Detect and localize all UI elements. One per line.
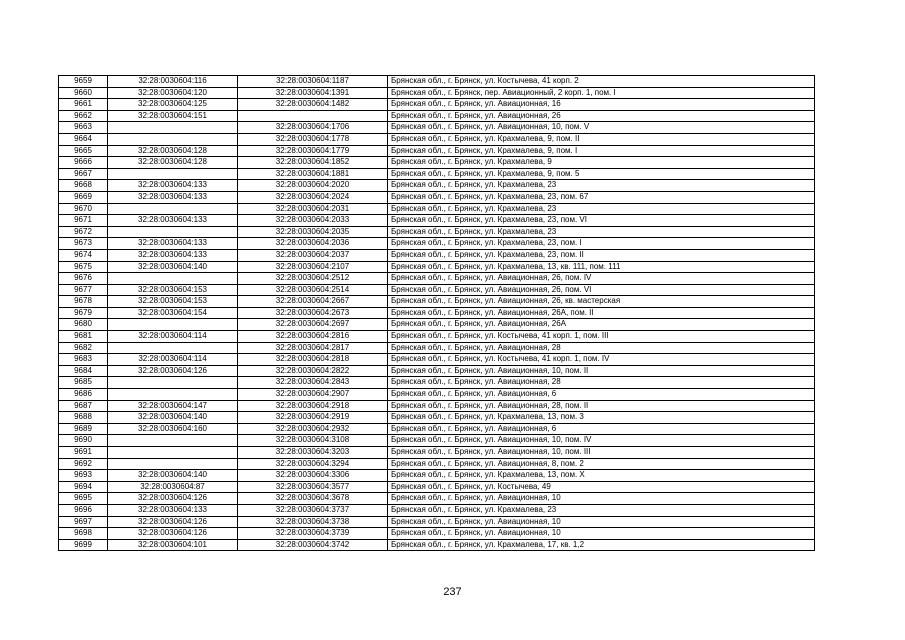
- cadastral-number-cell: 32:28:0030604:2036: [238, 238, 388, 250]
- row-number-cell: 9664: [59, 133, 108, 145]
- quarter-number-cell: 32:28:0030604:140: [108, 261, 238, 273]
- cadastral-number-cell: 32:28:0030604:2919: [238, 412, 388, 424]
- quarter-number-cell: 32:28:0030604:133: [108, 238, 238, 250]
- cadastral-number-cell: 32:28:0030604:1482: [238, 99, 388, 111]
- cadastral-number-cell: 32:28:0030604:1778: [238, 133, 388, 145]
- row-number-cell: 9684: [59, 365, 108, 377]
- quarter-number-cell: 32:28:0030604:153: [108, 296, 238, 308]
- quarter-number-cell: 32:28:0030604:151: [108, 110, 238, 122]
- table-row: [59, 539, 815, 551]
- address-cell: Брянская обл., г. Брянск, ул. Крахмалева, 23: [388, 504, 815, 516]
- cadastral-number-cell: 32:28:0030604:3678: [238, 493, 388, 505]
- address-cell: Брянская обл., г. Брянск, ул. Костычева, 49: [388, 481, 815, 493]
- address-cell: Брянская обл., г. Брянск, ул. Крахмалева, 9: [388, 157, 815, 169]
- quarter-number-cell: [108, 203, 238, 215]
- cadastral-number-cell: 32:28:0030604:2035: [238, 226, 388, 238]
- row-number-cell: 9669: [59, 191, 108, 203]
- cadastral-number-cell: 32:28:0030604:2907: [238, 389, 388, 401]
- address-cell: Брянская обл., г. Брянск, ул. Авиационная, 10, пом. V: [388, 122, 815, 134]
- cadastral-number-cell: 32:28:0030604:3577: [238, 481, 388, 493]
- row-number-cell: 9674: [59, 249, 108, 261]
- address-cell: Брянская обл., г. Брянск, ул. Авиационная, 26: [388, 110, 815, 122]
- quarter-number-cell: 32:28:0030604:126: [108, 365, 238, 377]
- address-cell: Брянская обл., г. Брянск, ул. Авиационная, 26, кв. мастерская: [388, 296, 815, 308]
- address-cell: Брянская обл., г. Брянск, ул. Крахмалева, 13, пом. X: [388, 470, 815, 482]
- address-cell: Брянская обл., г. Брянск, ул. Костычева, 41 корп. 1, пом. IV: [388, 354, 815, 366]
- cadastral-number-cell: 32:28:0030604:2514: [238, 284, 388, 296]
- cadastral-number-cell: 32:28:0030604:1779: [238, 145, 388, 157]
- address-cell: Брянская обл., г. Брянск, ул. Крахмалева, 23, пом. 67: [388, 191, 815, 203]
- table-row: [59, 215, 815, 227]
- address-cell: Брянская обл., г. Брянск, ул. Авиационная, 28: [388, 342, 815, 354]
- cadastral-number-cell: 32:28:0030604:1187: [238, 76, 388, 88]
- table-row: [59, 389, 815, 401]
- quarter-number-cell: 32:28:0030604:140: [108, 470, 238, 482]
- address-cell: Брянская обл., г. Брянск, ул. Авиационная, 26А: [388, 319, 815, 331]
- row-number-cell: 9662: [59, 110, 108, 122]
- quarter-number-cell: 32:28:0030604:101: [108, 539, 238, 551]
- quarter-number-cell: 32:28:0030604:133: [108, 215, 238, 227]
- table-row: [59, 133, 815, 145]
- address-cell: Брянская обл., г. Брянск, ул. Авиационная, 28: [388, 377, 815, 389]
- table-row: [59, 238, 815, 250]
- address-cell: Брянская обл., г. Брянск, ул. Крахмалева, 17, кв. 1,2: [388, 539, 815, 551]
- table-row: [59, 168, 815, 180]
- quarter-number-cell: 32:28:0030604:125: [108, 99, 238, 111]
- cadastral-number-cell: 32:28:0030604:2024: [238, 191, 388, 203]
- row-number-cell: 9677: [59, 284, 108, 296]
- table-row: [59, 400, 815, 412]
- quarter-number-cell: 32:28:0030604:133: [108, 504, 238, 516]
- cadastral-number-cell: 32:28:0030604:2667: [238, 296, 388, 308]
- quarter-number-cell: 32:28:0030604:160: [108, 423, 238, 435]
- cadastral-number-cell: [238, 110, 388, 122]
- cadastral-number-cell: 32:28:0030604:2816: [238, 331, 388, 343]
- table-row: [59, 296, 815, 308]
- cadastral-number-cell: 32:28:0030604:1881: [238, 168, 388, 180]
- row-number-cell: 9665: [59, 145, 108, 157]
- table-row: [59, 412, 815, 424]
- address-cell: Брянская обл., г. Брянск, ул. Авиационная, 28, пом. II: [388, 400, 815, 412]
- row-number-cell: 9666: [59, 157, 108, 169]
- quarter-number-cell: [108, 319, 238, 331]
- quarter-number-cell: 32:28:0030604:114: [108, 354, 238, 366]
- quarter-number-cell: 32:28:0030604:133: [108, 180, 238, 192]
- quarter-number-cell: [108, 389, 238, 401]
- page-number: 237: [443, 586, 462, 598]
- row-number-cell: 9680: [59, 319, 108, 331]
- row-number-cell: 9673: [59, 238, 108, 250]
- cadastral-number-cell: 32:28:0030604:2918: [238, 400, 388, 412]
- quarter-number-cell: 32:28:0030604:120: [108, 87, 238, 99]
- row-number-cell: 9696: [59, 504, 108, 516]
- address-cell: Брянская обл., г. Брянск, ул. Авиационная, 10: [388, 516, 815, 528]
- cadastral-number-cell: 32:28:0030604:3737: [238, 504, 388, 516]
- quarter-number-cell: 32:28:0030604:87: [108, 481, 238, 493]
- cadastral-number-cell: 32:28:0030604:1852: [238, 157, 388, 169]
- quarter-number-cell: [108, 122, 238, 134]
- address-cell: Брянская обл., г. Брянск, ул. Авиационная, 10: [388, 528, 815, 540]
- address-cell: Брянская обл., г. Брянск, ул. Крахмалева, 23: [388, 226, 815, 238]
- quarter-number-cell: [108, 377, 238, 389]
- address-cell: Брянская обл., г. Брянск, ул. Крахмалева, 13, кв. 111, пом. 111: [388, 261, 815, 273]
- table-row: [59, 273, 815, 285]
- table-row: [59, 99, 815, 111]
- address-cell: Брянская обл., г. Брянск, ул. Авиационная, 10, пом. IV: [388, 435, 815, 447]
- address-cell: Брянская обл., г. Брянск, ул. Крахмалева, 9, пом. II: [388, 133, 815, 145]
- table-row: [59, 493, 815, 505]
- cadastral-number-cell: 32:28:0030604:2817: [238, 342, 388, 354]
- row-number-cell: 9667: [59, 168, 108, 180]
- quarter-number-cell: 32:28:0030604:133: [108, 191, 238, 203]
- row-number-cell: 9671: [59, 215, 108, 227]
- row-number-cell: 9689: [59, 423, 108, 435]
- quarter-number-cell: 32:28:0030604:153: [108, 284, 238, 296]
- address-cell: Брянская обл., г. Брянск, ул. Костычева, 41 корп. 2: [388, 76, 815, 88]
- quarter-number-cell: [108, 435, 238, 447]
- row-number-cell: 9676: [59, 273, 108, 285]
- table-row: [59, 307, 815, 319]
- table-row: [59, 87, 815, 99]
- quarter-number-cell: 32:28:0030604:154: [108, 307, 238, 319]
- table-row: [59, 354, 815, 366]
- table-row: [59, 504, 815, 516]
- table-row: [59, 447, 815, 459]
- row-number-cell: 9678: [59, 296, 108, 308]
- cadastral-number-cell: 32:28:0030604:3739: [238, 528, 388, 540]
- cadastral-number-cell: 32:28:0030604:2843: [238, 377, 388, 389]
- row-number-cell: 9660: [59, 87, 108, 99]
- address-cell: Брянская обл., г. Брянск, ул. Авиационная, 26, пом. VI: [388, 284, 815, 296]
- address-cell: Брянская обл., г. Брянск, ул. Авиационная, 8, пом. 2: [388, 458, 815, 470]
- table-row: [59, 203, 815, 215]
- row-number-cell: 9697: [59, 516, 108, 528]
- row-number-cell: 9693: [59, 470, 108, 482]
- address-cell: Брянская обл., г. Брянск, ул. Крахмалева, 9, пом. 5: [388, 168, 815, 180]
- table-row: [59, 226, 815, 238]
- quarter-number-cell: [108, 273, 238, 285]
- table-row: [59, 110, 815, 122]
- row-number-cell: 9679: [59, 307, 108, 319]
- quarter-number-cell: [108, 133, 238, 145]
- cadastral-number-cell: 32:28:0030604:3738: [238, 516, 388, 528]
- row-number-cell: 9659: [59, 76, 108, 88]
- table-row: [59, 331, 815, 343]
- table-row: [59, 435, 815, 447]
- cadastral-number-cell: 32:28:0030604:2932: [238, 423, 388, 435]
- row-number-cell: 9682: [59, 342, 108, 354]
- quarter-number-cell: 32:28:0030604:126: [108, 528, 238, 540]
- cadastral-number-cell: 32:28:0030604:3108: [238, 435, 388, 447]
- address-cell: Брянская обл., г. Брянск, ул. Авиационная, 10, пом. II: [388, 365, 815, 377]
- table-row: [59, 157, 815, 169]
- table-row: [59, 342, 815, 354]
- row-number-cell: 9686: [59, 389, 108, 401]
- row-number-cell: 9691: [59, 447, 108, 459]
- cadastral-number-cell: 32:28:0030604:3203: [238, 447, 388, 459]
- table-row: [59, 76, 815, 88]
- table-row: [59, 470, 815, 482]
- table-row: [59, 122, 815, 134]
- row-number-cell: 9675: [59, 261, 108, 273]
- cadastral-number-cell: 32:28:0030604:2031: [238, 203, 388, 215]
- row-number-cell: 9698: [59, 528, 108, 540]
- quarter-number-cell: [108, 168, 238, 180]
- quarter-number-cell: [108, 226, 238, 238]
- table-row: [59, 377, 815, 389]
- quarter-number-cell: 32:28:0030604:128: [108, 157, 238, 169]
- quarter-number-cell: [108, 447, 238, 459]
- row-number-cell: 9681: [59, 331, 108, 343]
- quarter-number-cell: 32:28:0030604:128: [108, 145, 238, 157]
- cadastral-number-cell: 32:28:0030604:2037: [238, 249, 388, 261]
- row-number-cell: 9699: [59, 539, 108, 551]
- row-number-cell: 9692: [59, 458, 108, 470]
- row-number-cell: 9661: [59, 99, 108, 111]
- table-row: [59, 423, 815, 435]
- cadastral-number-cell: 32:28:0030604:2107: [238, 261, 388, 273]
- row-number-cell: 9688: [59, 412, 108, 424]
- cadastral-number-cell: 32:28:0030604:2818: [238, 354, 388, 366]
- address-cell: Брянская обл., г. Брянск, ул. Крахмалева, 23: [388, 180, 815, 192]
- quarter-number-cell: [108, 342, 238, 354]
- cadastral-number-cell: 32:28:0030604:1706: [238, 122, 388, 134]
- table-row: [59, 284, 815, 296]
- table-row: [59, 261, 815, 273]
- row-number-cell: 9687: [59, 400, 108, 412]
- address-cell: Брянская обл., г. Брянск, ул. Авиационная, 6: [388, 423, 815, 435]
- address-cell: Брянская обл., г. Брянск, ул. Крахмалева, 13, пом. 3: [388, 412, 815, 424]
- quarter-number-cell: 32:28:0030604:133: [108, 249, 238, 261]
- address-cell: Брянская обл., г. Брянск, ул. Авиационная, 10: [388, 493, 815, 505]
- row-number-cell: 9683: [59, 354, 108, 366]
- address-cell: Брянская обл., г. Брянск, ул. Крахмалева, 23, пом. I: [388, 238, 815, 250]
- cadastral-number-cell: 32:28:0030604:2822: [238, 365, 388, 377]
- table-row: [59, 481, 815, 493]
- table-row: [59, 191, 815, 203]
- table-row: [59, 145, 815, 157]
- table-row: [59, 528, 815, 540]
- table-body: [59, 76, 815, 551]
- table-row: [59, 458, 815, 470]
- quarter-number-cell: 32:28:0030604:126: [108, 493, 238, 505]
- address-cell: Брянская обл., г. Брянск, пер. Авиационный, 2 корп. 1, пом. I: [388, 87, 815, 99]
- address-cell: Брянская обл., г. Брянск, ул. Авиационная, 16: [388, 99, 815, 111]
- quarter-number-cell: 32:28:0030604:126: [108, 516, 238, 528]
- row-number-cell: 9672: [59, 226, 108, 238]
- cadastral-number-cell: 32:28:0030604:2033: [238, 215, 388, 227]
- row-number-cell: 9663: [59, 122, 108, 134]
- row-number-cell: 9695: [59, 493, 108, 505]
- quarter-number-cell: 32:28:0030604:147: [108, 400, 238, 412]
- quarter-number-cell: 32:28:0030604:116: [108, 76, 238, 88]
- cadastral-number-cell: 32:28:0030604:2673: [238, 307, 388, 319]
- table-row: [59, 249, 815, 261]
- address-cell: Брянская обл., г. Брянск, ул. Крахмалева, 23, пом. VI: [388, 215, 815, 227]
- cadastral-number-cell: 32:28:0030604:2512: [238, 273, 388, 285]
- table-row: [59, 319, 815, 331]
- table-row: [59, 516, 815, 528]
- address-cell: Брянская обл., г. Брянск, ул. Крахмалева, 23, пом. II: [388, 249, 815, 261]
- address-cell: Брянская обл., г. Брянск, ул. Крахмалева, 23: [388, 203, 815, 215]
- table-row: [59, 365, 815, 377]
- quarter-number-cell: 32:28:0030604:140: [108, 412, 238, 424]
- row-number-cell: 9694: [59, 481, 108, 493]
- cadastral-number-cell: 32:28:0030604:1391: [238, 87, 388, 99]
- quarter-number-cell: 32:28:0030604:114: [108, 331, 238, 343]
- cadastral-number-cell: 32:28:0030604:3306: [238, 470, 388, 482]
- address-cell: Брянская обл., г. Брянск, ул. Авиационная, 26, пом. IV: [388, 273, 815, 285]
- quarter-number-cell: [108, 458, 238, 470]
- address-cell: Брянская обл., г. Брянск, ул. Авиационная, 6: [388, 389, 815, 401]
- cadastral-number-cell: 32:28:0030604:2020: [238, 180, 388, 192]
- row-number-cell: 9685: [59, 377, 108, 389]
- address-cell: Брянская обл., г. Брянск, ул. Авиационная, 10, пом. III: [388, 447, 815, 459]
- address-cell: Брянская обл., г. Брянск, ул. Крахмалева, 9, пом. I: [388, 145, 815, 157]
- cadastral-number-cell: 32:28:0030604:2697: [238, 319, 388, 331]
- address-cell: Брянская обл., г. Брянск, ул. Костычева, 41 корп. 1, пом. III: [388, 331, 815, 343]
- row-number-cell: 9670: [59, 203, 108, 215]
- row-number-cell: 9668: [59, 180, 108, 192]
- cadastral-number-cell: 32:28:0030604:3294: [238, 458, 388, 470]
- property-register-table: [58, 75, 815, 551]
- cadastral-number-cell: 32:28:0030604:3742: [238, 539, 388, 551]
- row-number-cell: 9690: [59, 435, 108, 447]
- address-cell: Брянская обл., г. Брянск, ул. Авиационная, 26А, пом. II: [388, 307, 815, 319]
- table-row: [59, 180, 815, 192]
